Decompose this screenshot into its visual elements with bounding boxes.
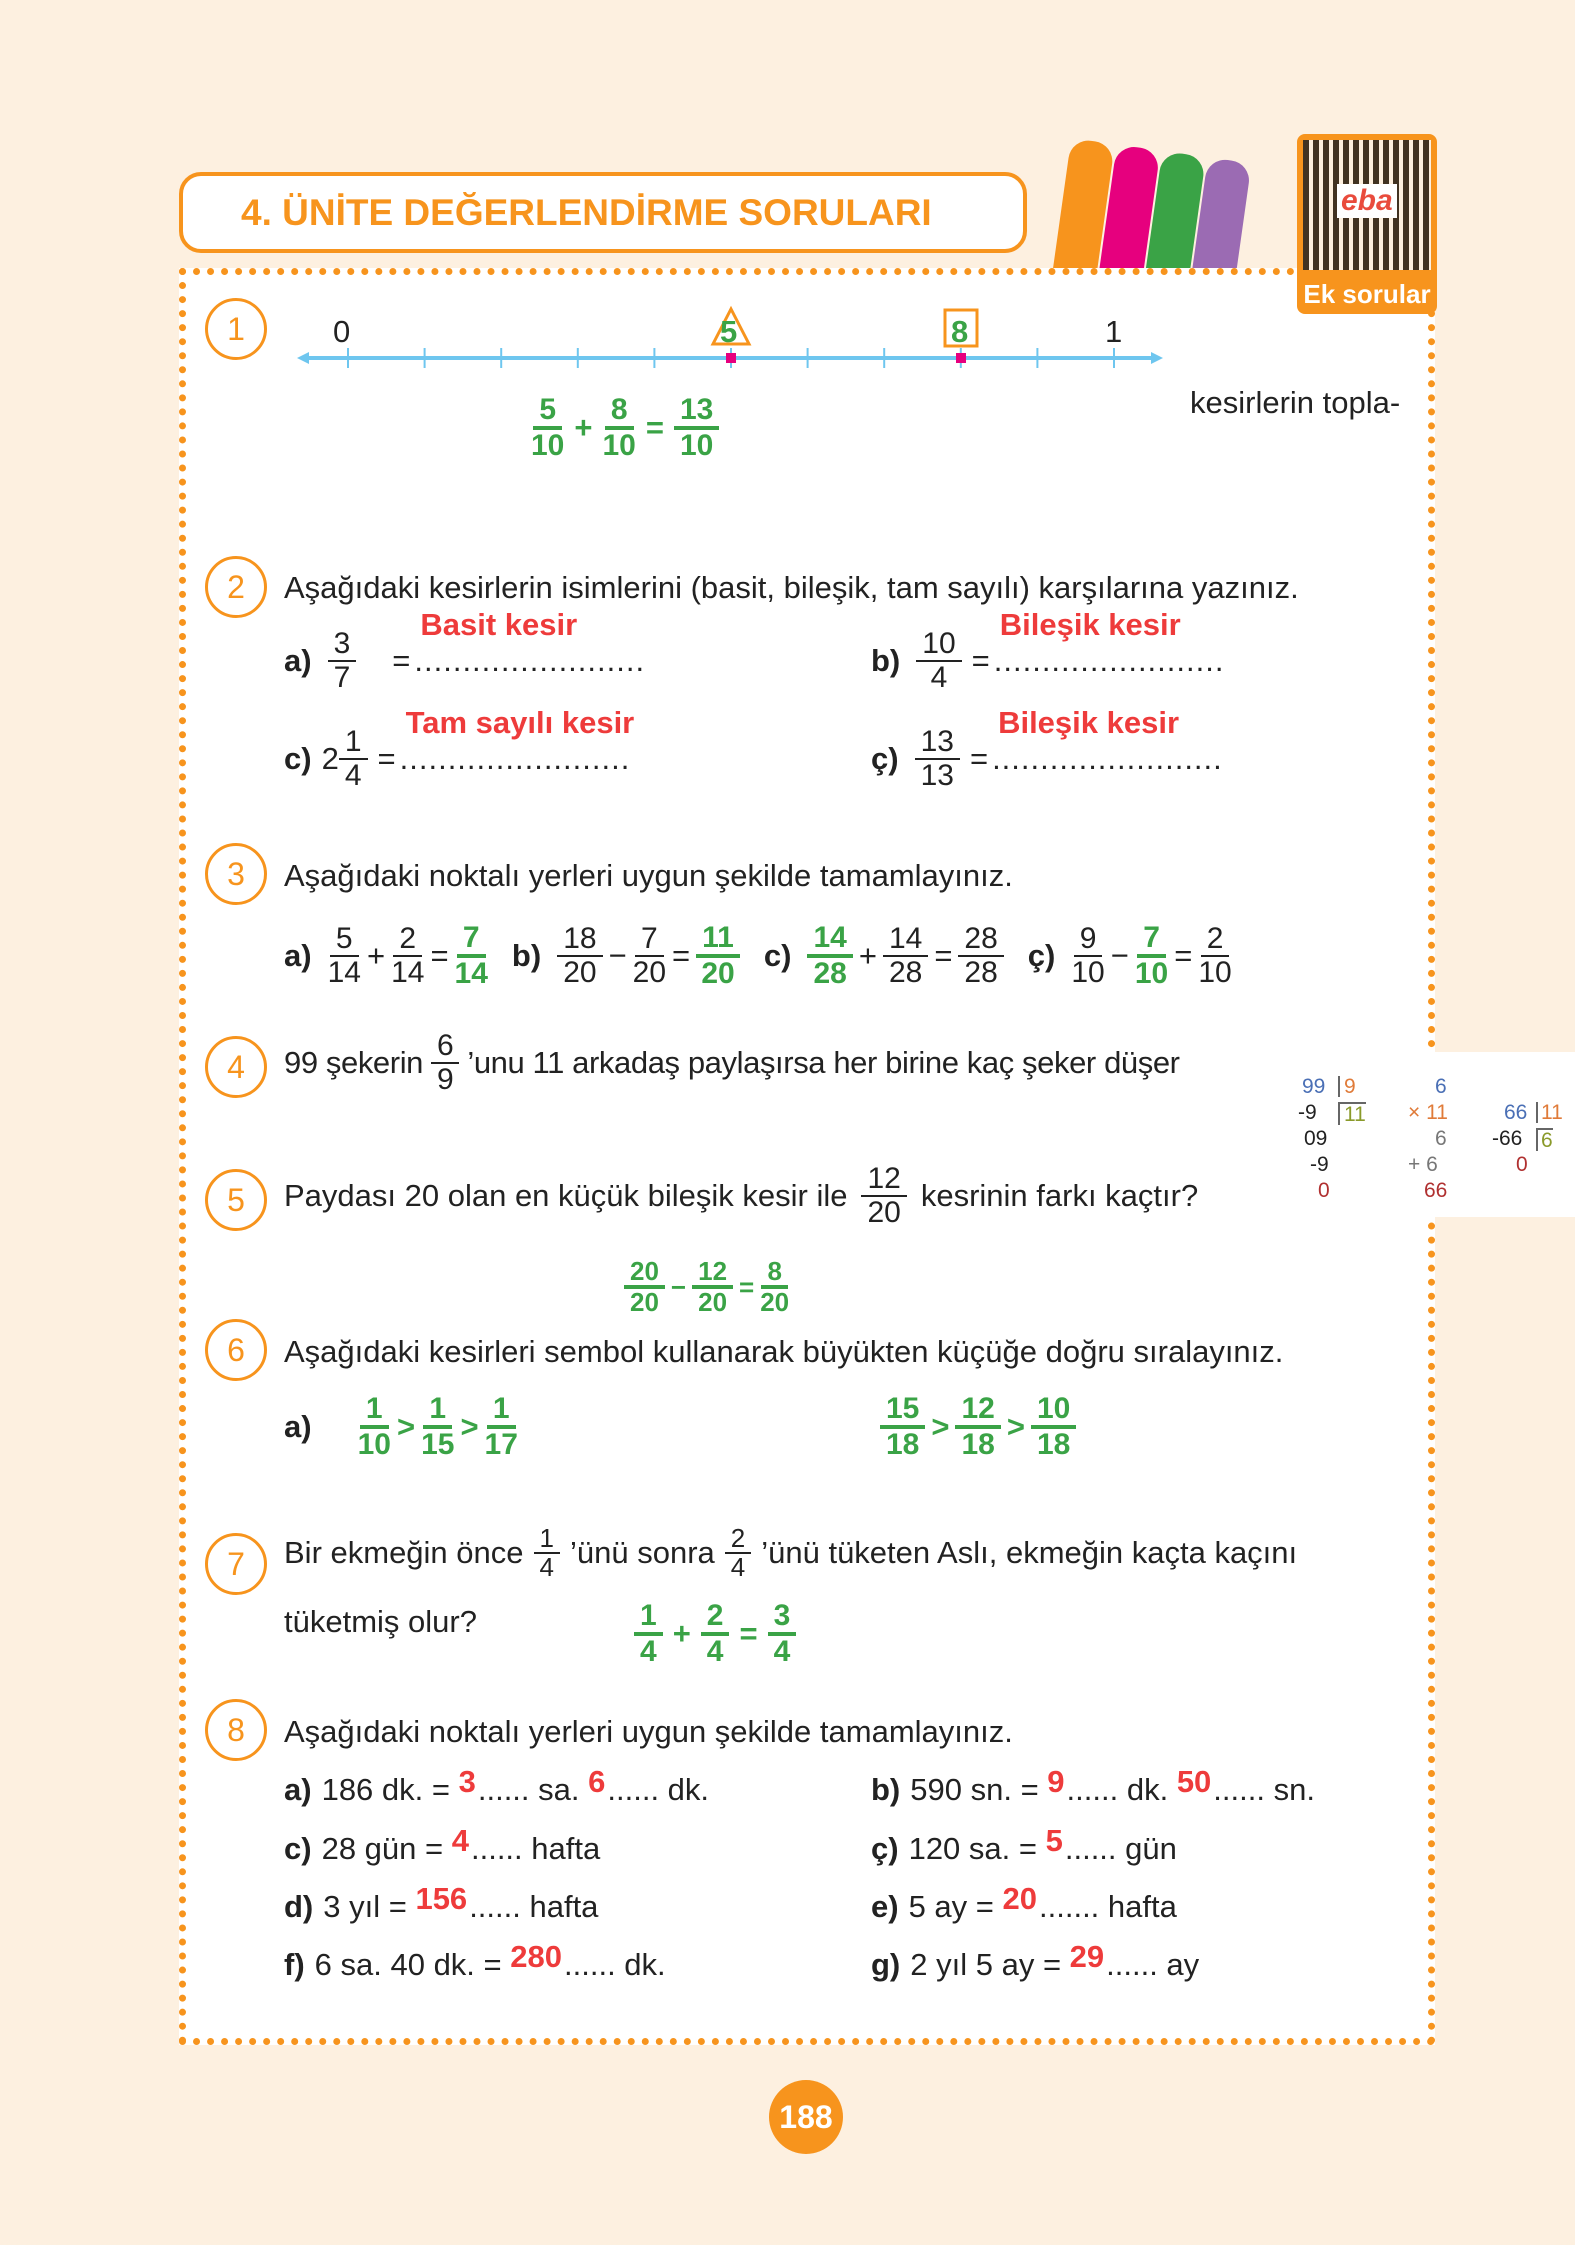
q7-text: Bir ekmeğin önce $\frac{1}{4}$ ’ünü sonra $\frac{2}{4}$ ’ünü tüketen Aslı, ekmeğin kaçta kaçını bbox=[284, 1523, 1298, 1583]
q3-text: Aşağıdaki noktalı yerleri uygun şekilde tamamlayınız. bbox=[284, 858, 1013, 893]
question-number-1: 1 bbox=[205, 298, 267, 360]
q3-item-c-cedilla: ç) $\frac{9}{10}$ − $\frac{7}{10}$ = $\frac{2}{10}$ bbox=[1027, 921, 1232, 990]
answer: 5 bbox=[1045, 1823, 1063, 1858]
q8-item: ç) 120 sa. = 5 ...... gün bbox=[871, 1823, 1177, 1866]
question-number-7: 7 bbox=[205, 1533, 267, 1595]
q3-item-c: c) $\frac{14}{28}$ + $\frac{14}{28}$ = $\frac{28}{28}$ bbox=[764, 922, 1010, 989]
q2-item-c-cedilla: ç) $\frac{13}{13}$ = ........................ Bileşik kesir bbox=[871, 705, 1223, 792]
q1-equation: $\frac{5}{10}$ + $\frac{8}{10}$ = $\frac{13}{10}$ bbox=[525, 394, 725, 461]
question-number-8: 8 bbox=[205, 1699, 267, 1761]
question-number-2: 2 bbox=[205, 556, 267, 618]
number-line-label-8: 8 bbox=[951, 314, 969, 349]
q7-equation: $\frac{1}{4}$ + $\frac{2}{4}$ = $\frac{3}{4}$ bbox=[628, 1600, 802, 1667]
answer: Basit kesir bbox=[420, 607, 578, 643]
eba-logo: eba bbox=[1337, 184, 1397, 218]
q6-text: Aşağıdaki kesirleri sembol kullanarak büyükten küçüğe doğru sıralayınız. bbox=[284, 1334, 1284, 1369]
answer: 280 bbox=[510, 1939, 562, 1974]
answer: 4 bbox=[451, 1823, 469, 1858]
q4-text: 99 şekerin $\frac{6}{9}$ ’unu 11 arkadaş paylaşırsa her birine kaç şeker düşer bbox=[284, 1029, 1180, 1096]
q8-item: b) 590 sn. = 9 ...... dk. 50 ...... sn. bbox=[871, 1764, 1315, 1807]
q4-worked-solution: 99 9 -9 11 09 -9 0 6 × 11 6 + 6 66 66 11 -66 6 0 bbox=[1282, 1052, 1575, 1217]
answer: 6 bbox=[588, 1764, 606, 1799]
answer: Bileşik kesir bbox=[998, 705, 1180, 741]
q2-item-b: b) $\frac{10}{4}$ = ........................ Bileşik kesir bbox=[871, 607, 1225, 694]
q5-text: Paydası 20 olan en küçük bileşik kesir ile $\frac{12}{20}$ kesrinin farkı kaçtır? bbox=[284, 1162, 1199, 1229]
q2-item-c: c) 2 $\frac{1}{4}$ = ........................ Tam sayılı kesir bbox=[284, 705, 635, 792]
q6-set-1: a) $\frac{1}{10}$ > $\frac{1}{15}$ > $\frac{1}{17}$ bbox=[284, 1392, 518, 1461]
number-line-label-0: 0 bbox=[333, 314, 351, 349]
number-line-label-5: 5 bbox=[720, 314, 738, 349]
point-marker bbox=[726, 353, 736, 363]
q6-set-2: $\frac{15}{18}$ > $\frac{12}{18}$ > $\frac{10}{18}$ bbox=[874, 1393, 1082, 1460]
q5-equation: $\frac{20}{20}$ − $\frac{12}{20}$ = $\frac{8}{20}$ bbox=[618, 1258, 795, 1317]
q2-text: Aşağıdaki kesirlerin isimlerini (basit, bileşik, tam sayılı) karşılarına yazınız. bbox=[284, 570, 1299, 605]
page-number: 188 bbox=[769, 2080, 843, 2154]
answer: 29 bbox=[1069, 1939, 1105, 1974]
q1-cut-text: kesirlerin topla- bbox=[1190, 385, 1401, 420]
q8-item: c) 28 gün = 4 ...... hafta bbox=[284, 1823, 601, 1866]
answer: 3 bbox=[458, 1764, 476, 1799]
q8-item: f) 6 sa. 40 dk. = 280 ...... dk. bbox=[284, 1939, 666, 1982]
unit-title: 4. ÜNİTE DEĞERLENDİRME SORULARI bbox=[179, 172, 1027, 253]
answer: 9 bbox=[1047, 1764, 1065, 1799]
q8-text: Aşağıdaki noktalı yerleri uygun şekilde tamamlayınız. bbox=[284, 1714, 1013, 1749]
q8-item: g) 2 yıl 5 ay = 29 ...... ay bbox=[871, 1939, 1200, 1982]
q3-item-b: b) $\frac{18}{20}$ − $\frac{7}{20}$ = $\frac{11}{20}$ bbox=[512, 922, 746, 989]
point-marker bbox=[956, 353, 966, 363]
number-line-label-1: 1 bbox=[1105, 314, 1123, 349]
question-number-4: 4 bbox=[205, 1036, 267, 1098]
q3-items bbox=[284, 922, 1238, 989]
q2-item-a: a) $\frac{3}{7}$ = ........................ Basit kesir bbox=[284, 607, 646, 694]
answer: Bileşik kesir bbox=[999, 607, 1181, 643]
right-arrow-icon bbox=[1151, 352, 1163, 364]
answer: 20 bbox=[1002, 1881, 1037, 1916]
q8-item: d) 3 yıl = 156 ...... hafta bbox=[284, 1881, 599, 1924]
left-arrow-icon bbox=[297, 352, 309, 364]
q8-item: e) 5 ay = 20 ....... hafta bbox=[871, 1881, 1177, 1924]
qr-code-extra-questions[interactable] bbox=[1297, 134, 1437, 314]
question-number-5: 5 bbox=[205, 1169, 267, 1231]
qr-label: Ek sorular bbox=[1303, 279, 1431, 309]
answer: 156 bbox=[415, 1881, 468, 1916]
q7-text-line-2: tüketmiş olur? bbox=[284, 1604, 477, 1639]
q3-item-a: a) $\frac{5}{14}$ + $\frac{2}{14}$ = $\frac{7}{14}$ bbox=[284, 921, 488, 990]
question-number-3: 3 bbox=[205, 843, 267, 905]
q8-item: a) 186 dk. = 3 ...... sa. 6 ...... dk. bbox=[284, 1764, 710, 1807]
question-number-6: 6 bbox=[205, 1319, 267, 1381]
answer: Tam sayılı kesir bbox=[405, 705, 635, 741]
answer: 50 bbox=[1176, 1764, 1212, 1799]
